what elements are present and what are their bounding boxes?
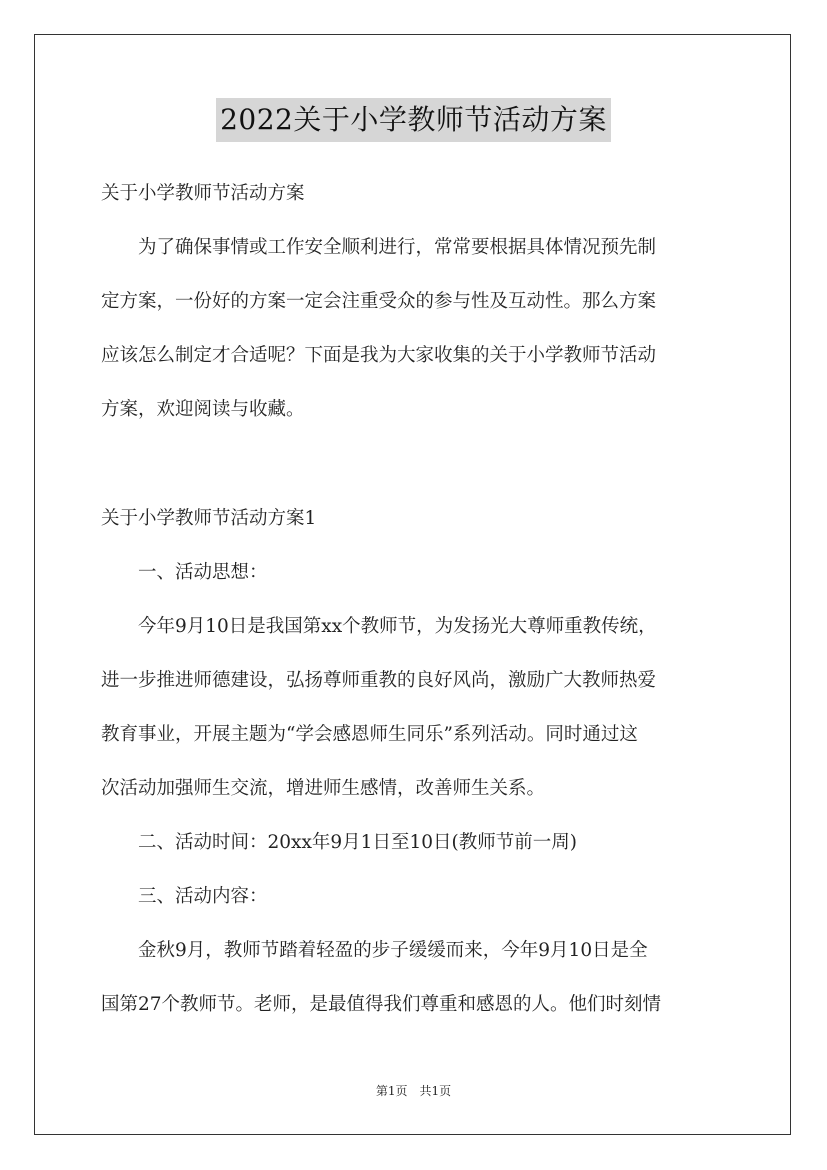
body-line-4: 应该怎么制定才合适呢？下面是我为大家收集的关于小学教师节活动 [101,345,657,366]
page-footer: 第1页 共1页 [375,1084,452,1098]
body-line-8: 今年9月10日是我国第xx个教师节，为发扬光大尊师重教传统， [101,616,657,637]
body-line-11: 次活动加强师生交流，增进师生感情，改善师生关系。 [101,778,546,799]
body-line-9: 进一步推进师德建设，弘扬尊师重教的良好风尚，激励广大教师热爱 [101,670,657,691]
section-heading: 关于小学教师节活动方案1 [101,508,317,529]
body-line-2: 为了确保事情或工作安全顺利进行，常常要根据具体情况预先制 [101,237,657,258]
title-container [0,98,827,142]
body-line-7: 一、活动思想： [101,562,268,583]
body-line-15: 国第27个教师节。老师，是最值得我们尊重和感恩的人。他们时刻情 [101,994,662,1015]
document-title: 2022关于小学教师节活动方案 [216,98,611,142]
body-line-12: 二、活动时间：20xx年9月1日至10日(教师节前一周) [101,832,577,853]
body-line-3: 定方案，一份好的方案一定会注重受众的参与性及互动性。那么方案 [101,291,657,312]
body-line-1: 关于小学教师节活动方案 [101,183,305,204]
body-line-10: 教育事业，开展主题为“学会感恩师生同乐”系列活动。同时通过这 [101,724,638,745]
body-line-14: 金秋9月，教师节踏着轻盈的步子缓缓而来，今年9月10日是全 [101,940,648,961]
body-line-5: 方案，欢迎阅读与收藏。 [101,399,305,420]
body-line-13: 三、活动内容： [101,886,268,907]
